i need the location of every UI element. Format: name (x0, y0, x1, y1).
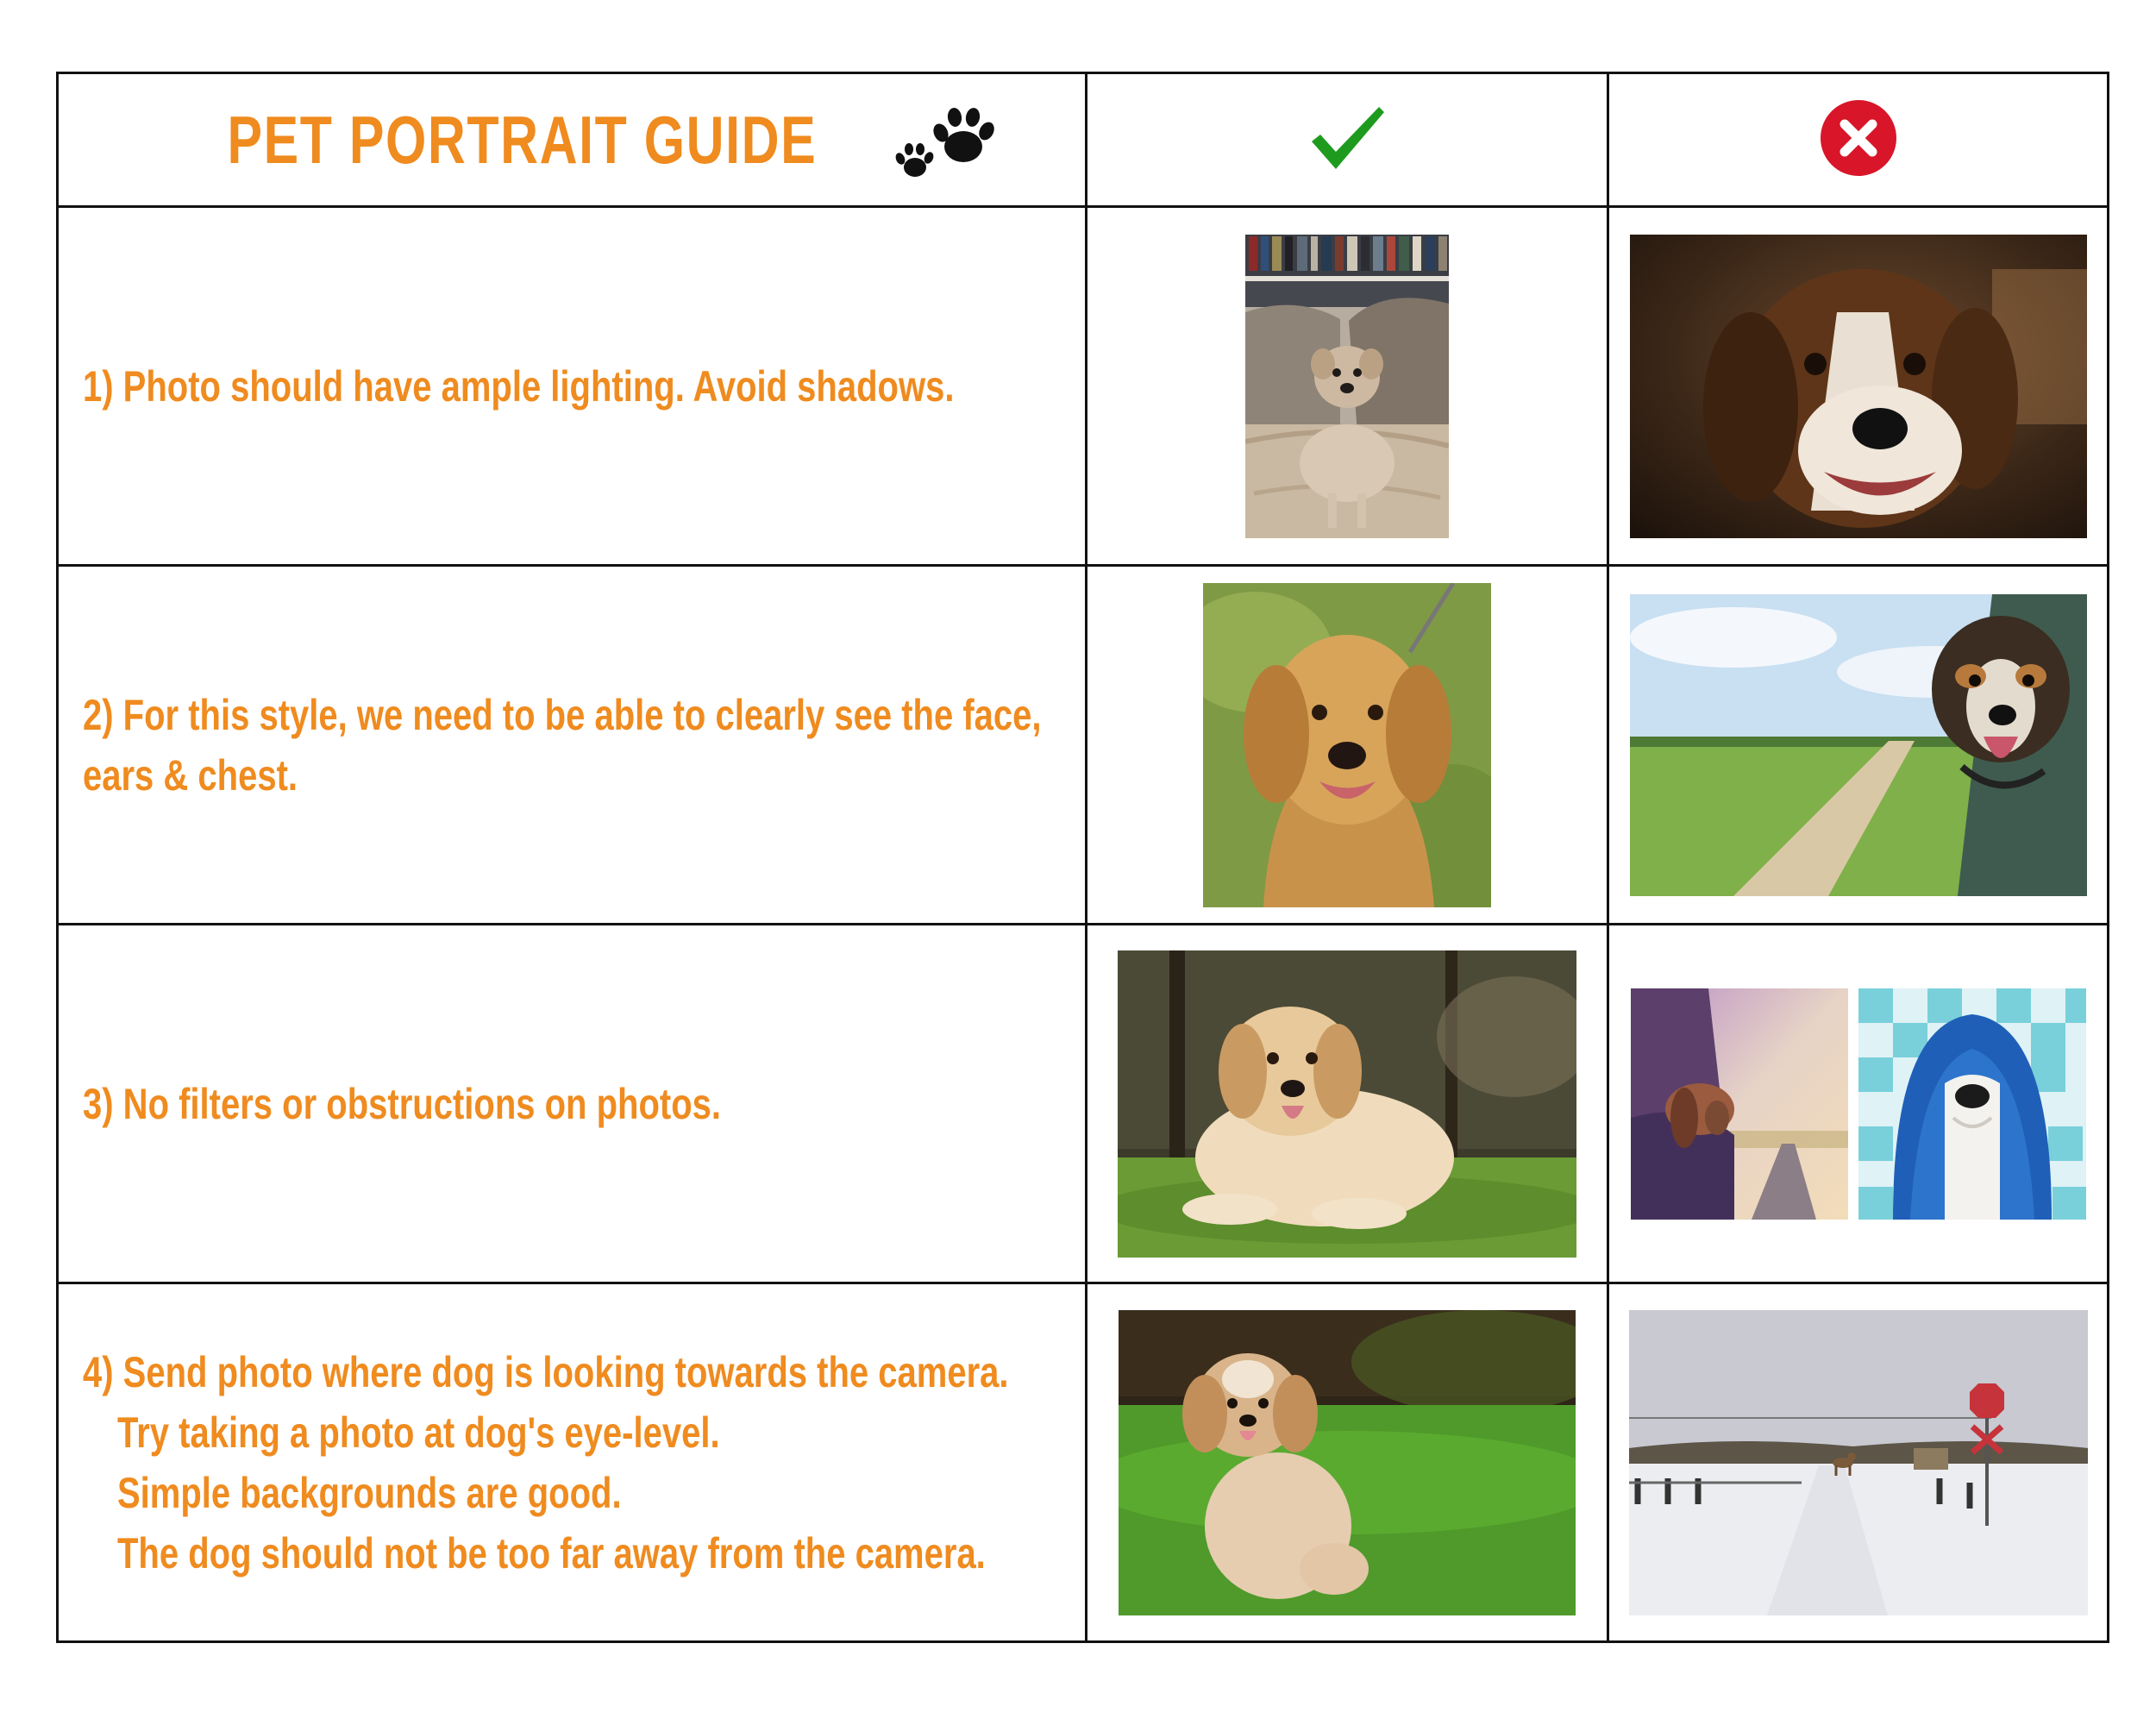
red-x-circle-icon (1819, 98, 1898, 178)
rule-text-2: 2) For this style, we need to be able to clearly see the face, ears & chest. (83, 690, 1042, 800)
bad-photo-pair (1609, 988, 2107, 1220)
bad-photo-dog-far-snow (1629, 1310, 2088, 1615)
good-photo-fluffy-puppy-grass (1119, 1310, 1576, 1615)
rule-text-1: 1) Photo should have ample lighting. Avoid shadows. (83, 361, 955, 411)
rule-4-line-3: Simple backgrounds are good. (117, 1468, 622, 1517)
good-example-cell-2 (1087, 566, 1608, 925)
guide-row-1 (58, 207, 2109, 566)
bad-example-cell-3 (1608, 925, 2109, 1283)
bad-example-cell-4 (1608, 1283, 2109, 1642)
bad-photo-beagle-dark (1630, 235, 2087, 538)
good-photo-yorkie-bright (1245, 235, 1449, 538)
green-checkmark-icon (1308, 104, 1386, 172)
bad-column-header (1608, 73, 2109, 207)
header-row (58, 73, 2109, 207)
page-title: PET PORTRAIT GUIDE (227, 101, 818, 178)
rule-cell-3 (58, 925, 1087, 1283)
rule-4-line-4: The dog should not be too far away from the camera. (117, 1528, 986, 1578)
rule-cell-1 (58, 207, 1087, 566)
bad-photo-towel-dog (1858, 988, 2086, 1220)
guide-row-2 (58, 566, 2109, 925)
rule-cell-4 (58, 1283, 1087, 1642)
paw-prints-icon (887, 97, 1000, 183)
good-photo-golden-retriever-face (1203, 583, 1491, 907)
bad-photo-dog-car-window (1630, 594, 2087, 896)
title-cell (58, 73, 1087, 207)
rule-text-3: 3) No filters or obstructions on photos. (83, 1079, 721, 1128)
rule-4-line-2: Try taking a photo at dog's eye-level. (117, 1408, 720, 1457)
rule-cell-2 (58, 566, 1087, 925)
guide-row-4 (58, 1283, 2109, 1642)
bad-example-cell-2 (1608, 566, 2109, 925)
guide-row-3 (58, 925, 2109, 1283)
bad-photo-filtered-dog (1631, 988, 1848, 1220)
good-example-cell-4 (1087, 1283, 1608, 1642)
rule-4-line-1: 4) Send photo where dog is looking towards the camera. (83, 1347, 1009, 1396)
good-photo-golden-retriever-lying (1118, 950, 1576, 1258)
bad-example-cell-1 (1608, 207, 2109, 566)
pet-portrait-guide-table (56, 72, 2109, 1643)
good-example-cell-3 (1087, 925, 1608, 1283)
good-example-cell-1 (1087, 207, 1608, 566)
good-column-header (1087, 73, 1608, 207)
rule-text-4 (59, 1342, 1087, 1584)
